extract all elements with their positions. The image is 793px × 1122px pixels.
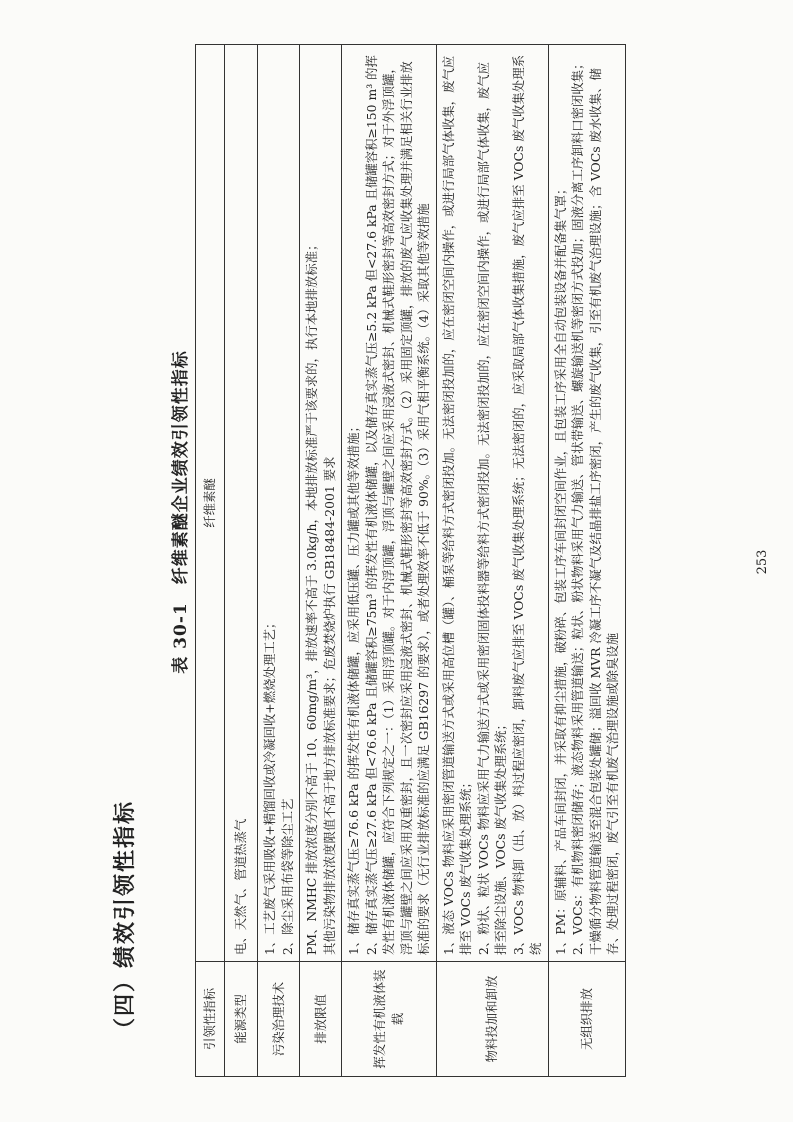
row-label-loading: 挥发性有机液体装载 <box>342 962 437 1077</box>
content-line: 2、除尘采用布袋等除尘工艺 <box>279 798 295 955</box>
content-line: 其他污染物排放浓度限值不高于地方排放标准要求；危废焚烧炉执行 GB18484-2001 要求 <box>321 456 337 955</box>
row-content-loading <box>342 45 437 962</box>
content-line: 1、储存真实蒸气压≥76.6 kPa 的挥发性有机液体储罐，应采用低压罐、压力罐或其他等效措施； <box>346 420 361 955</box>
row-label-fugitive: 无组织排放 <box>548 962 625 1077</box>
content-line: 1、PM：原辅料、产品车间封闭，并采取有抑尘措施，破粉碎、包装工序车间封闭空间作业，且包装工序采用全自动包装设备并配备集气罩； <box>552 182 568 955</box>
table-row <box>300 45 342 1077</box>
table-row <box>548 45 625 1077</box>
header-value: 纤维素醚 <box>196 45 225 962</box>
table-row <box>225 45 258 1077</box>
page-number: 253 <box>755 549 770 575</box>
row-content-energy <box>225 45 258 962</box>
row-label-feeding: 物料投加和卸放 <box>436 962 548 1077</box>
row-content-fugitive <box>548 45 625 962</box>
performance-indicator-table <box>195 44 626 1077</box>
table-row <box>342 45 437 1077</box>
row-label-limits: 排放限值 <box>300 962 342 1077</box>
content-line: 2、VOCs：有机物料密闭储存；液态物料采用管道输送；粒状、粉状物料采用气力输送、管状带输送、螺旋输送机等密闭方式投加；固液分离工序卸料口密闭收集；干燥循分物料管道输送至混合包装处罐储；溢回收 MVR 冷凝工序不凝气及结晶排盐工序密闭，产生的废气收集，引至有机废气治理设施；含 VOCs 废水收集、储存、处理过程密闭，废气引至有机废气治理设施或除臭设施 <box>570 57 620 955</box>
content-line: 3、VOCs 物料卸（出、放）料过程应密闭，卸料废气应排至 VOCs 废气收集处理系统；无法密闭的，应采取局部气体收集措施，废气应排至 VOCs 废气收集处理系统 <box>510 55 543 955</box>
content-line: 1、工艺废气采用吸收+精馏回收或冷凝回收+燃烧处理工艺； <box>262 616 277 955</box>
row-content-feeding <box>436 45 548 962</box>
content-line: 1、液态 VOCs 物料应采用密闭管道输送方式或采用高位槽（罐）、桶泵等给料方式密闭投加。无法密闭投加的，应在密闭空间内操作，或进行局部气体收集，废气应排至 VOCs 废气收集处理系统； <box>440 55 473 955</box>
section-heading: （四）绩效引领性指标 <box>112 799 138 1040</box>
table-row <box>258 45 300 1077</box>
row-label-treatment: 污染治理技术 <box>258 962 300 1077</box>
row-label-energy: 能源类型 <box>225 962 258 1077</box>
table-header-row <box>196 45 225 1077</box>
row-content-treatment <box>258 45 300 962</box>
content-line: 2、粉状、粒状 VOCs 物料应采用气力输送方式或采用密闭固体投料器等给料方式密闭投加。无法密闭投加的，应在密闭空间内操作，或进行局部气体收集，废气应排至除尘设施、VOCs 废气收集处理系统； <box>475 61 508 955</box>
content-line: 电、天然气、管道热蒸气 <box>233 818 249 955</box>
table-caption: 表 30-1 纤维素醚企业绩效引领性指标 <box>171 350 191 674</box>
header-indicator: 引领性指标 <box>196 962 225 1077</box>
content-line: PM、NMHC 排放浓度分别不高于 10、60mg/m³，排放速率不高于 3.0kg/h，本地排放标准严于该要求的，执行本地排放标准； <box>304 238 319 955</box>
table-row <box>436 45 548 1077</box>
content-line: 2、储存真实蒸气压≥27.6 kPa 但<76.6 kPa 且储罐容积≥75m³ 的挥发性有机液体储罐，以及储存真实蒸气压≥5.2 kPa 但<27.6 kPa 且储罐容积≥150 m³ 的挥发性有机液体储罐，应符合下列规定之一：（1）采用浮顶罐。对于内浮顶罐，浮顶与罐壁之间应采用浸液式密封、机械式鞋形密封等高效密封方式；对于外浮顶罐，浮顶与罐壁之间应采用双重密封，且一次密封应采用浸液式密封、机械式鞋形密封等高效密封方式。（2）采用固定顶罐，排放的废气应收集处理并满足相关行业排放标准的要求（无行业排放标准的应满足 GB16297 的要求），或者处理效率不低于 90%。（3）采用气相平衡系统。（4）采取其他等效措施 <box>363 55 431 955</box>
row-content-limits <box>300 45 342 962</box>
